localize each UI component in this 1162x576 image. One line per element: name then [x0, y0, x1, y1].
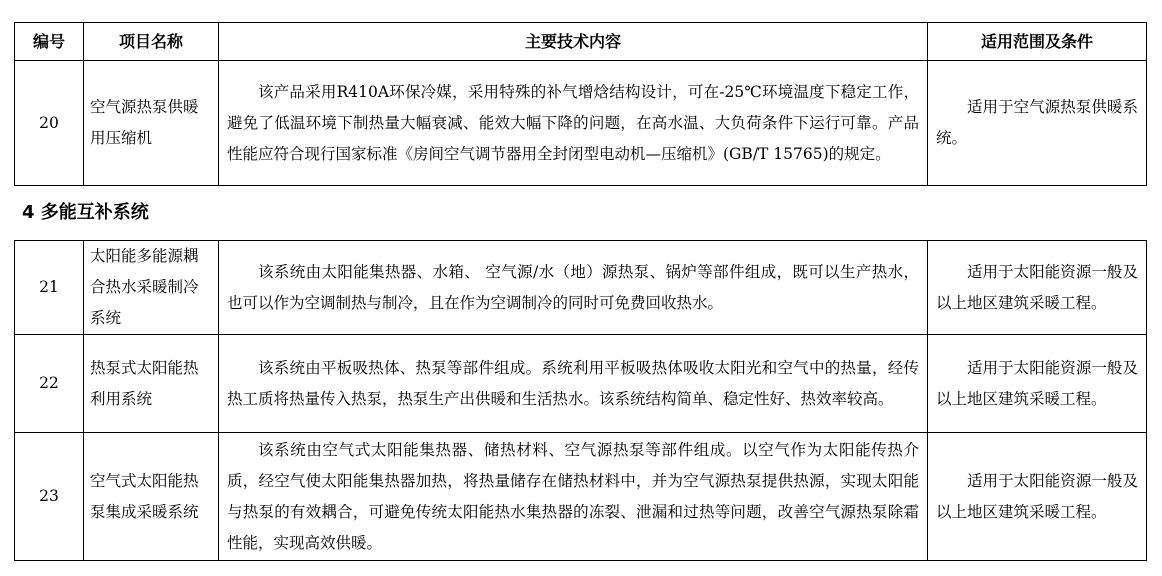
table-row — [15, 241, 1147, 335]
row-main-content: 该系统由空气式太阳能集热器、储热材料、空气源热泵等部件组成。以空气作为太阳能传热介质，经空气使太阳能集热器加热，将热量储存在储热材料中，并为空气源热泵提供热源，实现太阳能与热泵的有效耦合，可避免传统太阳能热水集热器的冻裂、泄漏和过热等问题，改善空气源热泵除霜性能，实现高效供暖。 — [219, 433, 928, 561]
table-row — [15, 61, 1147, 186]
row-main-content: 该系统由太阳能集热器、水箱、 空气源/水（地）源热泵、锅炉等部件组成，既可以生产热水，也可以作为空调制热与制冷，且在作为空调制冷的同时可免费回收热水。 — [219, 241, 928, 335]
technology-table-bottom — [14, 240, 1147, 561]
row-project-name: 空气源热泵供暖用压缩机 — [84, 61, 219, 186]
header-main-content: 主要技术内容 — [219, 23, 928, 61]
table-row — [15, 335, 1147, 433]
row-project-name: 太阳能多能源耦合热水采暖制冷系统 — [84, 241, 219, 335]
table-row — [15, 433, 1147, 561]
row-scope: 适用于太阳能资源一般及以上地区建筑采暖工程。 — [928, 433, 1147, 561]
row-number: 21 — [15, 241, 84, 335]
row-main-content: 该系统由平板吸热体、热泵等部件组成。系统利用平板吸热体吸收太阳光和空气中的热量，经传热工质将热量传入热泵，热泵生产出供暖和生活热水。该系统结构简单、稳定性好、热效率较高。 — [219, 335, 928, 433]
row-scope: 适用于太阳能资源一般及以上地区建筑采暖工程。 — [928, 241, 1147, 335]
header-scope: 适用范围及条件 — [928, 23, 1147, 61]
section-heading: 4 多能互补系统 — [22, 202, 149, 223]
row-scope: 适用于太阳能资源一般及以上地区建筑采暖工程。 — [928, 335, 1147, 433]
row-number: 22 — [15, 335, 84, 433]
row-number: 23 — [15, 433, 84, 561]
table-header-row — [15, 23, 1147, 61]
row-project-name: 热泵式太阳能热利用系统 — [84, 335, 219, 433]
technology-table-top — [14, 22, 1147, 186]
row-project-name: 空气式太阳能热泵集成采暖系统 — [84, 433, 219, 561]
row-number: 20 — [15, 61, 84, 186]
header-project-name: 项目名称 — [84, 23, 219, 61]
header-number: 编号 — [15, 23, 84, 61]
row-scope: 适用于空气源热泵供暖系统。 — [928, 61, 1147, 186]
row-main-content: 该产品采用R410A环保冷媒，采用特殊的补气增焓结构设计，可在-25℃环境温度下稳定工作，避免了低温环境下制热量大幅衰减、能效大幅下降的问题，在高水温、大负荷条件下运行可靠。产品性能应符合现行国家标准《房间空气调节器用全封闭型电动机—压缩机》(GB/T 15765)的规定。 — [219, 61, 928, 186]
